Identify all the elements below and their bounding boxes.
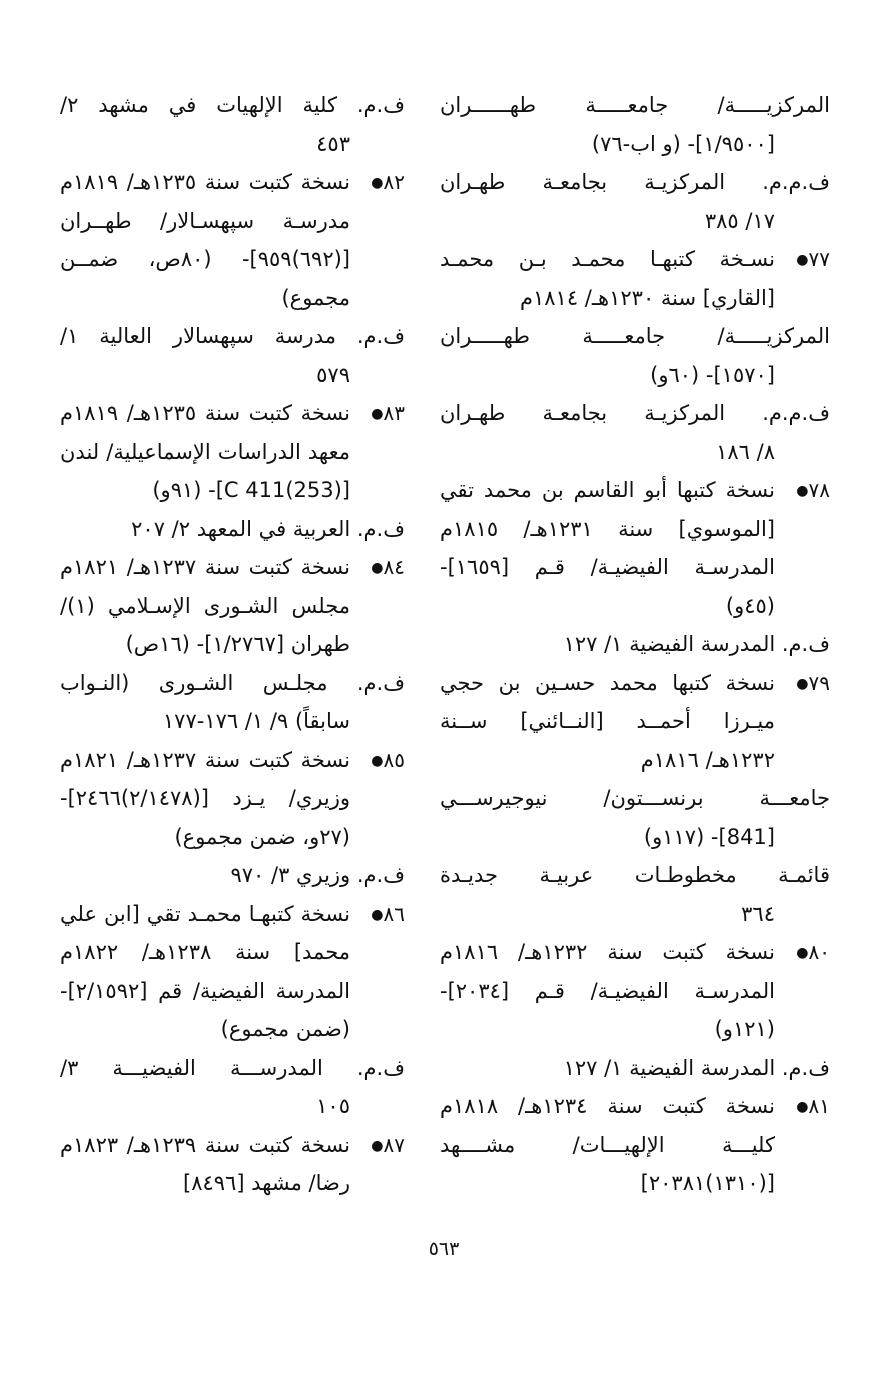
bullet-icon: ● xyxy=(371,175,384,192)
entry-line: ١٠٥ xyxy=(316,1094,350,1118)
entry-line: (١٢١و) xyxy=(714,1017,775,1041)
reference-entry xyxy=(440,779,830,856)
reference-entry xyxy=(440,625,830,664)
entry-line: ف.م. مجلـس الشـورى (النـواب xyxy=(60,670,405,695)
entry-line: [الموسوي] سنة ١٢٣١هـ/ ١٨١٥م xyxy=(440,516,776,541)
reference-entry xyxy=(60,86,405,163)
manuscript-entry xyxy=(440,471,830,625)
entry-line: [841]- (١١٧و) xyxy=(643,824,775,849)
entry-line: طهران [١/٢٧٦٧]- (١٦ص) xyxy=(125,632,350,656)
left-column xyxy=(60,86,405,1203)
manuscript-entry xyxy=(440,933,830,1049)
entry-line: معهد الدراسات الإسماعيلية/ لندن xyxy=(60,439,350,464)
entry-line: المدرسـة الفيضيـة/ قـم [٢٠٣٤]- xyxy=(440,978,775,1003)
entry-number: ٧٧● xyxy=(796,247,830,271)
entry-line: ف.م.م. المركزيـة بجامعـة طهـران xyxy=(440,401,830,425)
manuscript-entry xyxy=(60,548,405,664)
entry-line: ١٧/ ٣٨٥ xyxy=(704,208,775,233)
reference-entry xyxy=(60,317,405,394)
entry-line: المدرسـة الفيضيـة/ قـم [١٦٥٩]- xyxy=(440,555,775,579)
manuscript-entry xyxy=(60,741,405,857)
page-number: ٥٦٣ xyxy=(428,1238,460,1260)
entry-line: وزيري/ يـزد [(٢/١٤٧٨)٢٤٦٦]- xyxy=(60,786,350,810)
entry-line: محمد] سنة ١٢٣٨هـ/ ١٨٢٢م xyxy=(60,940,350,964)
entry-line: المركزيـــــة/ جامعـــــة طهــــــران xyxy=(440,93,830,117)
entry-line: [١٥٧٠]- (٦٠و) xyxy=(650,362,775,387)
right-column xyxy=(440,86,830,1203)
reference-entry xyxy=(440,856,830,933)
entry-number: ٨٧● xyxy=(371,1132,405,1157)
manuscript-entry xyxy=(60,895,405,1049)
entry-line: المدرسة الفيضية/ قم [٢/١٥٩٢]- xyxy=(60,978,350,1003)
entry-line: [القاري] سنة ١٢٣٠هـ/ ١٨١٤م xyxy=(519,285,775,310)
bullet-icon: ● xyxy=(371,406,384,423)
entry-line: ٣٦٤ xyxy=(741,901,775,926)
entry-number: ٧٩● xyxy=(796,670,830,695)
entry-line: جامعـــة برنســـتون/ نيوجيرســـي xyxy=(440,786,830,810)
reference-entry xyxy=(60,510,405,549)
entry-number: ٨٠● xyxy=(796,940,830,964)
reference-entry xyxy=(440,394,830,471)
entry-line: سابقاً) ٩/ ١/ ١٧٦-١٧٧ xyxy=(162,709,350,733)
bullet-icon: ● xyxy=(796,252,809,269)
entry-line: مجموع) xyxy=(281,285,350,310)
entry-line: [(١٣١٠)٢٠٣٨١] xyxy=(640,1171,775,1195)
entry-line: ٤٥٣ xyxy=(316,131,350,156)
entry-line: ف.م. العربية في المعهد ٢/ ٢٠٧ xyxy=(131,516,405,541)
reference-entry xyxy=(440,163,830,240)
entry-line: ميـرزا أحمــد [النــائني] ســنة xyxy=(440,709,775,733)
manuscript-entry xyxy=(60,394,405,510)
reference-entry xyxy=(60,856,405,895)
manuscript-entry xyxy=(440,664,830,780)
bullet-icon: ● xyxy=(371,1137,384,1154)
entry-line: ف.م. المدرســـة الفيضيـــة ٣/ xyxy=(60,1055,405,1080)
entry-line: نسخة كتبها أبو القاسم بن محمد تقي xyxy=(440,478,775,502)
entry-number: ٨٣● xyxy=(371,401,405,425)
entry-line: [١/٩٥٠٠]- (و اب-٧٦) xyxy=(591,131,775,156)
entry-line: نسـخة كتبهـا محمـد بـن محمـد xyxy=(440,247,775,271)
bullet-icon: ● xyxy=(796,483,809,500)
entry-number: ٧٨● xyxy=(796,478,830,502)
entry-line: ف.م.م. المركزيـة بجامعـة طهـران xyxy=(440,170,830,194)
entry-line: مدرسـة سپهسـالار/ طهــران xyxy=(60,208,350,233)
entry-line: نسخة كتبت سنة ١٢٣٥هـ/ ١٨١٩م xyxy=(60,170,351,194)
entry-line: [(253)C 411]- (٩١و) xyxy=(152,478,350,502)
bullet-icon: ● xyxy=(796,945,809,962)
entry-number: ٨٥● xyxy=(371,747,405,772)
entry-line: مجلس الشـورى الإسـلامي (١)/ xyxy=(60,593,350,618)
reference-entry xyxy=(60,664,405,741)
reference-entry xyxy=(60,1049,405,1126)
entry-line: ف.م. وزيري ٣/ ٩٧٠ xyxy=(230,863,405,887)
entry-line: نسخة كتبت سنة ١٢٣٤هـ/ ١٨١٨م xyxy=(440,1094,776,1118)
entry-line: ٨/ ١٨٦ xyxy=(716,439,775,464)
bullet-icon: ● xyxy=(796,1099,809,1116)
manuscript-entry xyxy=(440,1087,830,1203)
entry-line: ٥٧٩ xyxy=(316,362,350,387)
bullet-icon: ● xyxy=(371,752,384,769)
entry-line: نسخة كتبها محمد حسـين بن حجي xyxy=(440,670,775,695)
entry-number: ٨٢● xyxy=(371,170,405,194)
reference-entry xyxy=(440,317,830,394)
reference-entry xyxy=(440,1049,830,1088)
entry-number: ٨٦● xyxy=(371,901,405,926)
entry-line: ف.م. مدرسة سپهسالار العالية ١/ xyxy=(60,324,405,348)
entry-line: (٤٥و) xyxy=(725,593,775,618)
manuscript-entry xyxy=(440,240,830,317)
entry-line: ف.م. المدرسة الفيضية ١/ ١٢٧ xyxy=(563,632,830,656)
entry-line: (٢٧و، ضمن مجموع) xyxy=(174,824,350,849)
entry-line: نسخة كتبت سنة ١٢٣٧هـ/ ١٨٢١م xyxy=(60,747,351,772)
entry-line: ف.م. المدرسة الفيضية ١/ ١٢٧ xyxy=(563,1055,830,1080)
manuscript-entry xyxy=(60,1126,405,1203)
entry-number: ٨١● xyxy=(796,1094,830,1118)
entry-line: نسخة كتبت سنة ١٢٣٧هـ/ ١٨٢١م xyxy=(60,555,351,579)
entry-line: ١٢٣٢هـ/ ١٨١٦م xyxy=(640,747,775,772)
entry-line: ف.م. كلية الإلهيات في مشهد ٢/ xyxy=(60,93,405,117)
entry-line: رضا/ مشهد [٨٤٩٦] xyxy=(182,1171,350,1195)
bullet-icon: ● xyxy=(371,560,384,577)
bullet-icon: ● xyxy=(796,675,809,692)
entry-line: [(٦٩٢)٩٥٩]- (٨٠ص، ضمــن xyxy=(60,247,350,271)
reference-entry xyxy=(440,86,830,163)
entry-line: نسخة كتبهـا محمـد تقي [ابن علي xyxy=(60,901,350,926)
entry-line: قائمـة مخطوطـات عربيـة جديـدة xyxy=(440,863,830,887)
entry-line: (ضمن مجموع) xyxy=(220,1017,350,1041)
manuscript-entry xyxy=(60,163,405,317)
entry-line: كليـــة الإلهيـــات/ مشــــهد xyxy=(440,1132,775,1157)
entry-line: نسخة كتبت سنة ١٢٣٢هـ/ ١٨١٦م xyxy=(440,940,776,964)
entry-line: المركزيـــــة/ جامعـــــة طهـــــران xyxy=(440,324,830,348)
entry-line: نسخة كتبت سنة ١٢٣٥هـ/ ١٨١٩م xyxy=(60,401,351,425)
entry-line: نسخة كتبت سنة ١٢٣٩هـ/ ١٨٢٣م xyxy=(60,1132,351,1157)
entry-number: ٨٤● xyxy=(371,555,405,579)
bullet-icon: ● xyxy=(371,906,384,923)
